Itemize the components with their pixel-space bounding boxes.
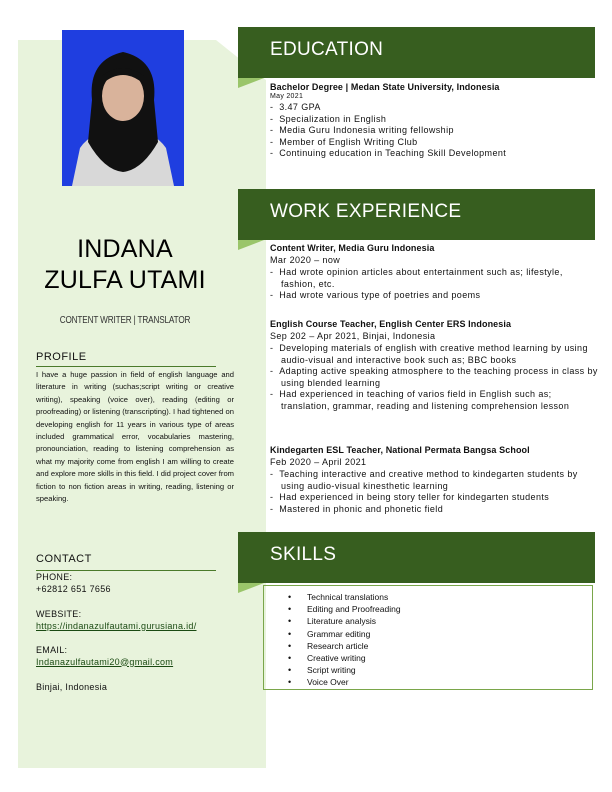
profile-photo [62,30,184,186]
skill-item: • Research article [288,640,401,652]
profile-heading: PROFILE [36,351,87,363]
skill-item: • Technical translations [288,591,401,603]
skills-banner [238,532,595,583]
job-bullets [270,469,598,515]
list-item: - 3.47 GPA [270,102,598,114]
list-item: - Continuing education in Teaching Skill Development [270,148,598,160]
list-item: - Developing materials of english with creative method learning by using audio-visual and interactive book such as; BBC books [270,343,598,366]
skill-item: • Grammar editing [288,628,401,640]
phone-label: PHONE: [36,572,73,582]
education-list [270,102,598,160]
list-item: - Had experienced in being story teller for kindegarten students [270,492,598,504]
job-date: Feb 2020 – April 2021 [270,457,367,467]
job-date: Sep 202 – Apr 2021, Binjai, Indonesia [270,331,436,341]
location-text: Binjai, Indonesia [36,682,108,692]
skills-banner-accent [238,583,264,593]
email-link[interactable]: Indanazulfautami20@gmail.com [36,656,174,667]
contact-divider [36,570,216,571]
job-title: Kindegarten ESL Teacher, National Permata Bangsa School [270,445,530,455]
website-block [36,609,197,632]
job-date: Mar 2020 – now [270,255,341,265]
education-title: Bachelor Degree | Medan State University, Indonesia [270,82,500,92]
phone-block [36,572,111,595]
profile-text: I have a huge passion in field of english language and literature in writing (suchas;script writing or creative writing), speaking (voice over), reading (editing or proofreading) or listening (transcripting). I had tightened on developing english for 11 years in various type of areas included grammatical error, vocabularies mastering, pronounciation, reading to listening comprehension as what my majority come from english I am willing to create and explore more skills in this field. I did project cover from fiction to non fiction areas in writing, reading, listening or speaking. [36,370,234,504]
list-item: - Had wrote various type of poetries and poems [270,290,598,302]
job-subtitle: CONTENT WRITER | TRANSLATOR [59,315,191,326]
list-item: - Member of English Writing Club [270,137,598,149]
work-heading: WORK EXPERIENCE [270,201,462,222]
list-item: - Had experienced in teaching of varios field in English such as; translation, grammar, reading and listening comprehension lesson [270,389,598,412]
person-name [18,234,232,296]
job-bullets [270,267,598,302]
education-banner-accent [238,78,264,88]
profile-divider [36,366,216,367]
skill-item: • Creative writing [288,652,401,664]
website-link[interactable]: https://indanazulfautami.gurusiana.id/ [36,620,197,631]
name-line-1: INDANA [77,235,173,263]
list-item: - Adapting active speaking atmosphere to the teaching process in class by using blended learning [270,366,598,389]
list-item: - Specialization in English [270,114,598,126]
job-title: Content Writer, Media Guru Indonesia [270,243,435,253]
education-date: May 2021 [270,93,304,100]
list-item: - Had wrote opinion articles about entertainment such as; lifestyle, fashion, etc. [270,267,598,290]
work-banner-accent [238,240,264,250]
job-bullets [270,343,598,412]
email-block [36,645,173,668]
phone-number: +62812 651 7656 [36,583,111,594]
list-item: - Teaching interactive and creative method to kindegarten students by using audio-visual kinesthetic learning [270,469,598,492]
website-label: WEBSITE: [36,609,82,619]
email-label: EMAIL: [36,645,68,655]
contact-heading: CONTACT [36,553,92,565]
name-line-2: ZULFA UTAMI [44,266,206,294]
skills-list [288,591,401,689]
skill-item: • Editing and Proofreading [288,603,401,615]
skills-heading: SKILLS [270,544,337,565]
skill-item: • Voice Over [288,676,401,688]
skill-item: • Script writing [288,664,401,676]
list-item: - Media Guru Indonesia writing fellowship [270,125,598,137]
list-item: - Mastered in phonic and phonetic field [270,504,598,516]
job-title: English Course Teacher, English Center ERS Indonesia [270,319,512,329]
education-heading: EDUCATION [270,39,384,60]
skill-item: • Literature analysis [288,615,401,627]
work-banner [238,189,595,240]
education-banner [238,27,595,78]
